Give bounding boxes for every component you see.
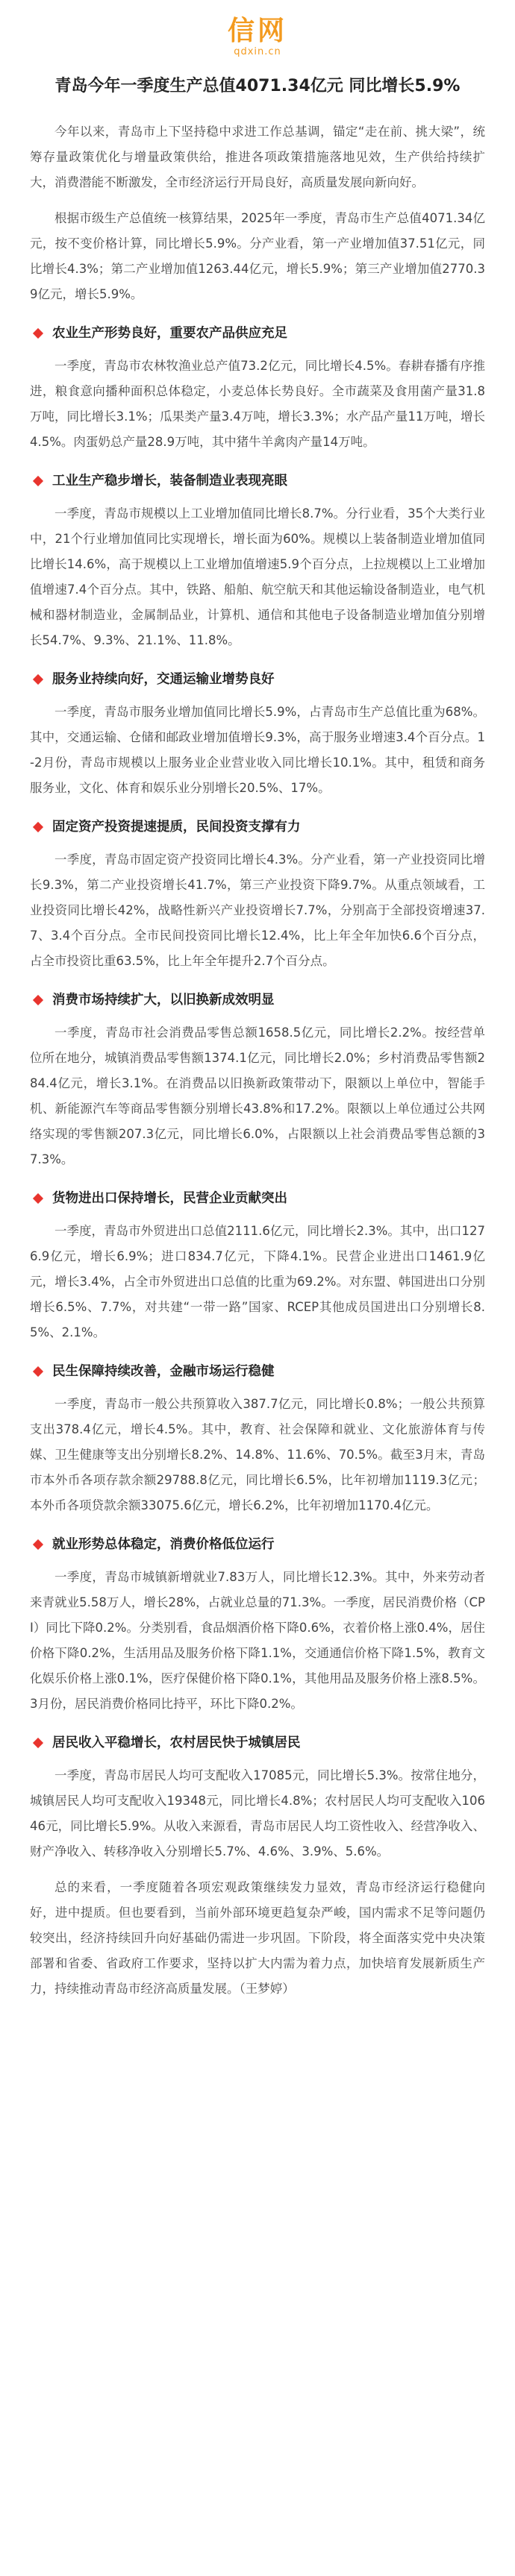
section-heading-investment	[30, 816, 485, 838]
section-heading-agriculture	[30, 322, 485, 345]
conclusion-text: 总的来看，一季度随着各项宏观政策继续发力显效，青岛市经济运行稳健向好，进中提质。但也要看到，当前外部环境更趋复杂严峻，国内需求不足等问题仍较突出，经济持续回升向好基础仍需进一步巩固。下阶段，将全面落实党中央决策部署和省委、省政府工作要求，坚持以扩大内需为着力点，加快培育发展新质生产力，持续推动青岛市经济高质量发展。	[30, 1880, 485, 1996]
article-title: 青岛今年一季度生产总值4071.34亿元 同比增长5.9%	[54, 77, 461, 95]
section-title: 农业生产形势良好，重要农产品供应充足	[52, 326, 287, 341]
section-paragraph: 一季度，青岛市社会消费品零售总额1658.5亿元，同比增长2.2%。按经营单位所在地分，城镇消费品零售额1374.1亿元，同比增长2.0%；乡村消费品零售额284.4亿元，增长3.1%。在消费品以旧换新政策带动下，限额以上单位中，智能手机、新能源汽车等商品零售额分别增长43.8%和17.2%。限额以上单位通过公共网络实现的零售额207.3亿元，同比增长6.0%，占限额以上社会消费品零售总额的37.3%。	[30, 1025, 485, 1166]
red-diamond-icon	[33, 328, 43, 339]
conclusion-paragraph	[30, 1875, 485, 2002]
red-diamond-icon	[33, 995, 43, 1005]
section-heading-employment	[30, 1533, 485, 1556]
section-heading-finance	[30, 1360, 485, 1383]
red-diamond-icon	[33, 1539, 43, 1550]
section-paragraph: 一季度，青岛市农林牧渔业总产值73.2亿元，同比增长4.5%。春耕春播有序推进，粮食意向播种面积总体稳定，小麦总体长势良好。全市蔬菜及食用菌产量31.8万吨，同比增长3.1%；瓜果类产量3.4万吨，增长3.3%；水产品产量11万吨，增长4.5%。肉蛋奶总产量28.9万吨，其中猪牛羊禽肉产量14万吨。	[30, 359, 485, 449]
red-diamond-icon	[33, 822, 43, 832]
logo-text: 信网	[227, 16, 287, 46]
intro-paragraph: 今年以来，青岛市上下坚持稳中求进工作总基调，锚定“走在前、挑大梁”，统筹存量政策优化与增量政策供给，推进各项政策措施落地见效，生产供给持续扩大，消费潜能不断激发，全市经济运行开局良好，高质量发展向新向好。	[30, 125, 485, 189]
section-title: 消费市场持续扩大，以旧换新成效明显	[52, 993, 275, 1008]
gdp-paragraph: 根据市级生产总值统一核算结果，2025年一季度，青岛市生产总值4071.34亿元，按不变价格计算，同比增长5.9%。分产业看，第一产业增加值37.51亿元，同比增长4.3%；第二产业增加值1263.44亿元，增长5.9%；第三产业增加值2770.39亿元，增长5.9%。	[30, 211, 485, 301]
section-heading-services	[30, 668, 485, 691]
section-heading-income	[30, 1732, 485, 1754]
section-heading-industry	[30, 470, 485, 492]
red-diamond-icon	[33, 476, 43, 486]
section-paragraph: 一季度，青岛市一般公共预算收入387.7亿元，同比增长0.8%；一般公共预算支出378.4亿元，增长4.5%。其中，教育、社会保障和就业、文化旅游体育与传媒、卫生健康等支出分别增长8.2%、14.8%、11.6%、70.5%。截至3月末，青岛市本外币各项存款余额29788.8亿元，同比增长6.5%，比年初增加1119.3亿元；本外币各项贷款余额33075.6亿元，增长6.2%，比年初增加1170.4亿元。	[30, 1397, 485, 1512]
section-title: 固定资产投资提速提质，民间投资支撑有力	[52, 820, 301, 835]
logo-domain: qdxin.cn	[234, 46, 281, 57]
site-logo[interactable]	[0, 0, 515, 64]
section-heading-trade	[30, 1187, 485, 1210]
section-paragraph: 一季度，青岛市固定资产投资同比增长4.3%。分产业看，第一产业投资同比增长9.3%，第二产业投资增长41.7%，第三产业投资下降9.7%。从重点领域看，工业投资同比增长42%，战略性新兴产业投资增长7.7%，分别高于全部投资增速37.7、3.4个百分点。全市民间投资同比增长12.4%，比上年全年加快6.6个百分点，占全市投资比重63.5%，比上年全年提升2.7个百分点。	[30, 852, 485, 968]
section-title: 民生保障持续改善，金融市场运行稳健	[52, 1364, 275, 1379]
red-diamond-icon	[33, 1366, 43, 1377]
red-diamond-icon	[33, 1193, 43, 1204]
section-paragraph: 一季度，青岛市规模以上工业增加值同比增长8.7%。分行业看，35个大类行业中，21个行业增加值同比实现增长，增长面为60%。规模以上装备制造业增加值同比增长14.6%，高于规模以上工业增加值增速5.9个百分点，上拉规模以上工业增加值增速7.4个百分点。其中，铁路、船舶、航空航天和其他运输设备制造业，电气机械和器材制造业，金属制品业，计算机、通信和其他电子设备制造业增加值分别增长54.7%、9.3%、21.1%、11.8%。	[30, 506, 485, 647]
section-paragraph: 一季度，青岛市城镇新增就业7.83万人，同比增长12.3%。其中，外来劳动者来青就业5.58万人，增长28%，占就业总量的71.3%。一季度，居民消费价格（CPI）同比下降0.2%。分类别看，食品烟酒价格下降0.6%，衣着价格上涨0.4%，居住价格下降0.2%，生活用品及服务价格下降1.1%，交通通信价格下降1.5%，教育文化娱乐价格上涨0.1%，医疗保健价格下降0.1%，其他用品及服务价格上涨8.5%。3月份，居民消费价格同比持平，环比下降0.2%。	[30, 1570, 485, 1711]
author-credit: （王梦婷）	[239, 1982, 295, 1996]
section-title: 居民收入平稳增长，农村居民快于城镇居民	[52, 1735, 301, 1750]
section-paragraph: 一季度，青岛市外贸进出口总值2111.6亿元，同比增长2.3%。其中，出口1276.9亿元，增长6.9%；进口834.7亿元，下降4.1%。民营企业进出口1461.9亿元，增长3.4%，占全市外贸进出口总值的比重为69.2%。对东盟、韩国进出口分别增长6.5%、7.7%，对共建“一带一路”国家、RCEP其他成员国进出口分别增长8.5%、2.1%。	[30, 1224, 485, 1339]
red-diamond-icon	[33, 674, 43, 685]
section-title: 就业形势总体稳定，消费价格低位运行	[52, 1537, 275, 1552]
section-heading-consumption	[30, 989, 485, 1011]
section-title: 服务业持续向好，交通运输业增势良好	[52, 672, 275, 687]
section-paragraph: 一季度，青岛市服务业增加值同比增长5.9%，占青岛市生产总值比重为68%。其中，交通运输、仓储和邮政业增加值增长9.3%，高于服务业增速3.4个百分点。1-2月份，青岛市规模以上服务业企业营业收入同比增长10.1%。其中，租赁和商务服务业，文化、体育和娱乐业分别增长20.5%、17%。	[30, 705, 485, 795]
section-title: 工业生产稳步增长，装备制造业表现亮眼	[52, 474, 287, 489]
section-paragraph: 一季度，青岛市居民人均可支配收入17085元，同比增长5.3%。按常住地分，城镇居民人均可支配收入19348元，同比增长4.8%；农村居民人均可支配收入10646元，同比增长5.9%。从收入来源看，青岛市居民人均工资性收入、经营净收入、财产净收入、转移净收入分别增长5.7%、4.6%、3.9%、5.6%。	[30, 1768, 485, 1859]
red-diamond-icon	[33, 1738, 43, 1748]
section-title: 货物进出口保持增长，民营企业贡献突出	[52, 1191, 287, 1206]
